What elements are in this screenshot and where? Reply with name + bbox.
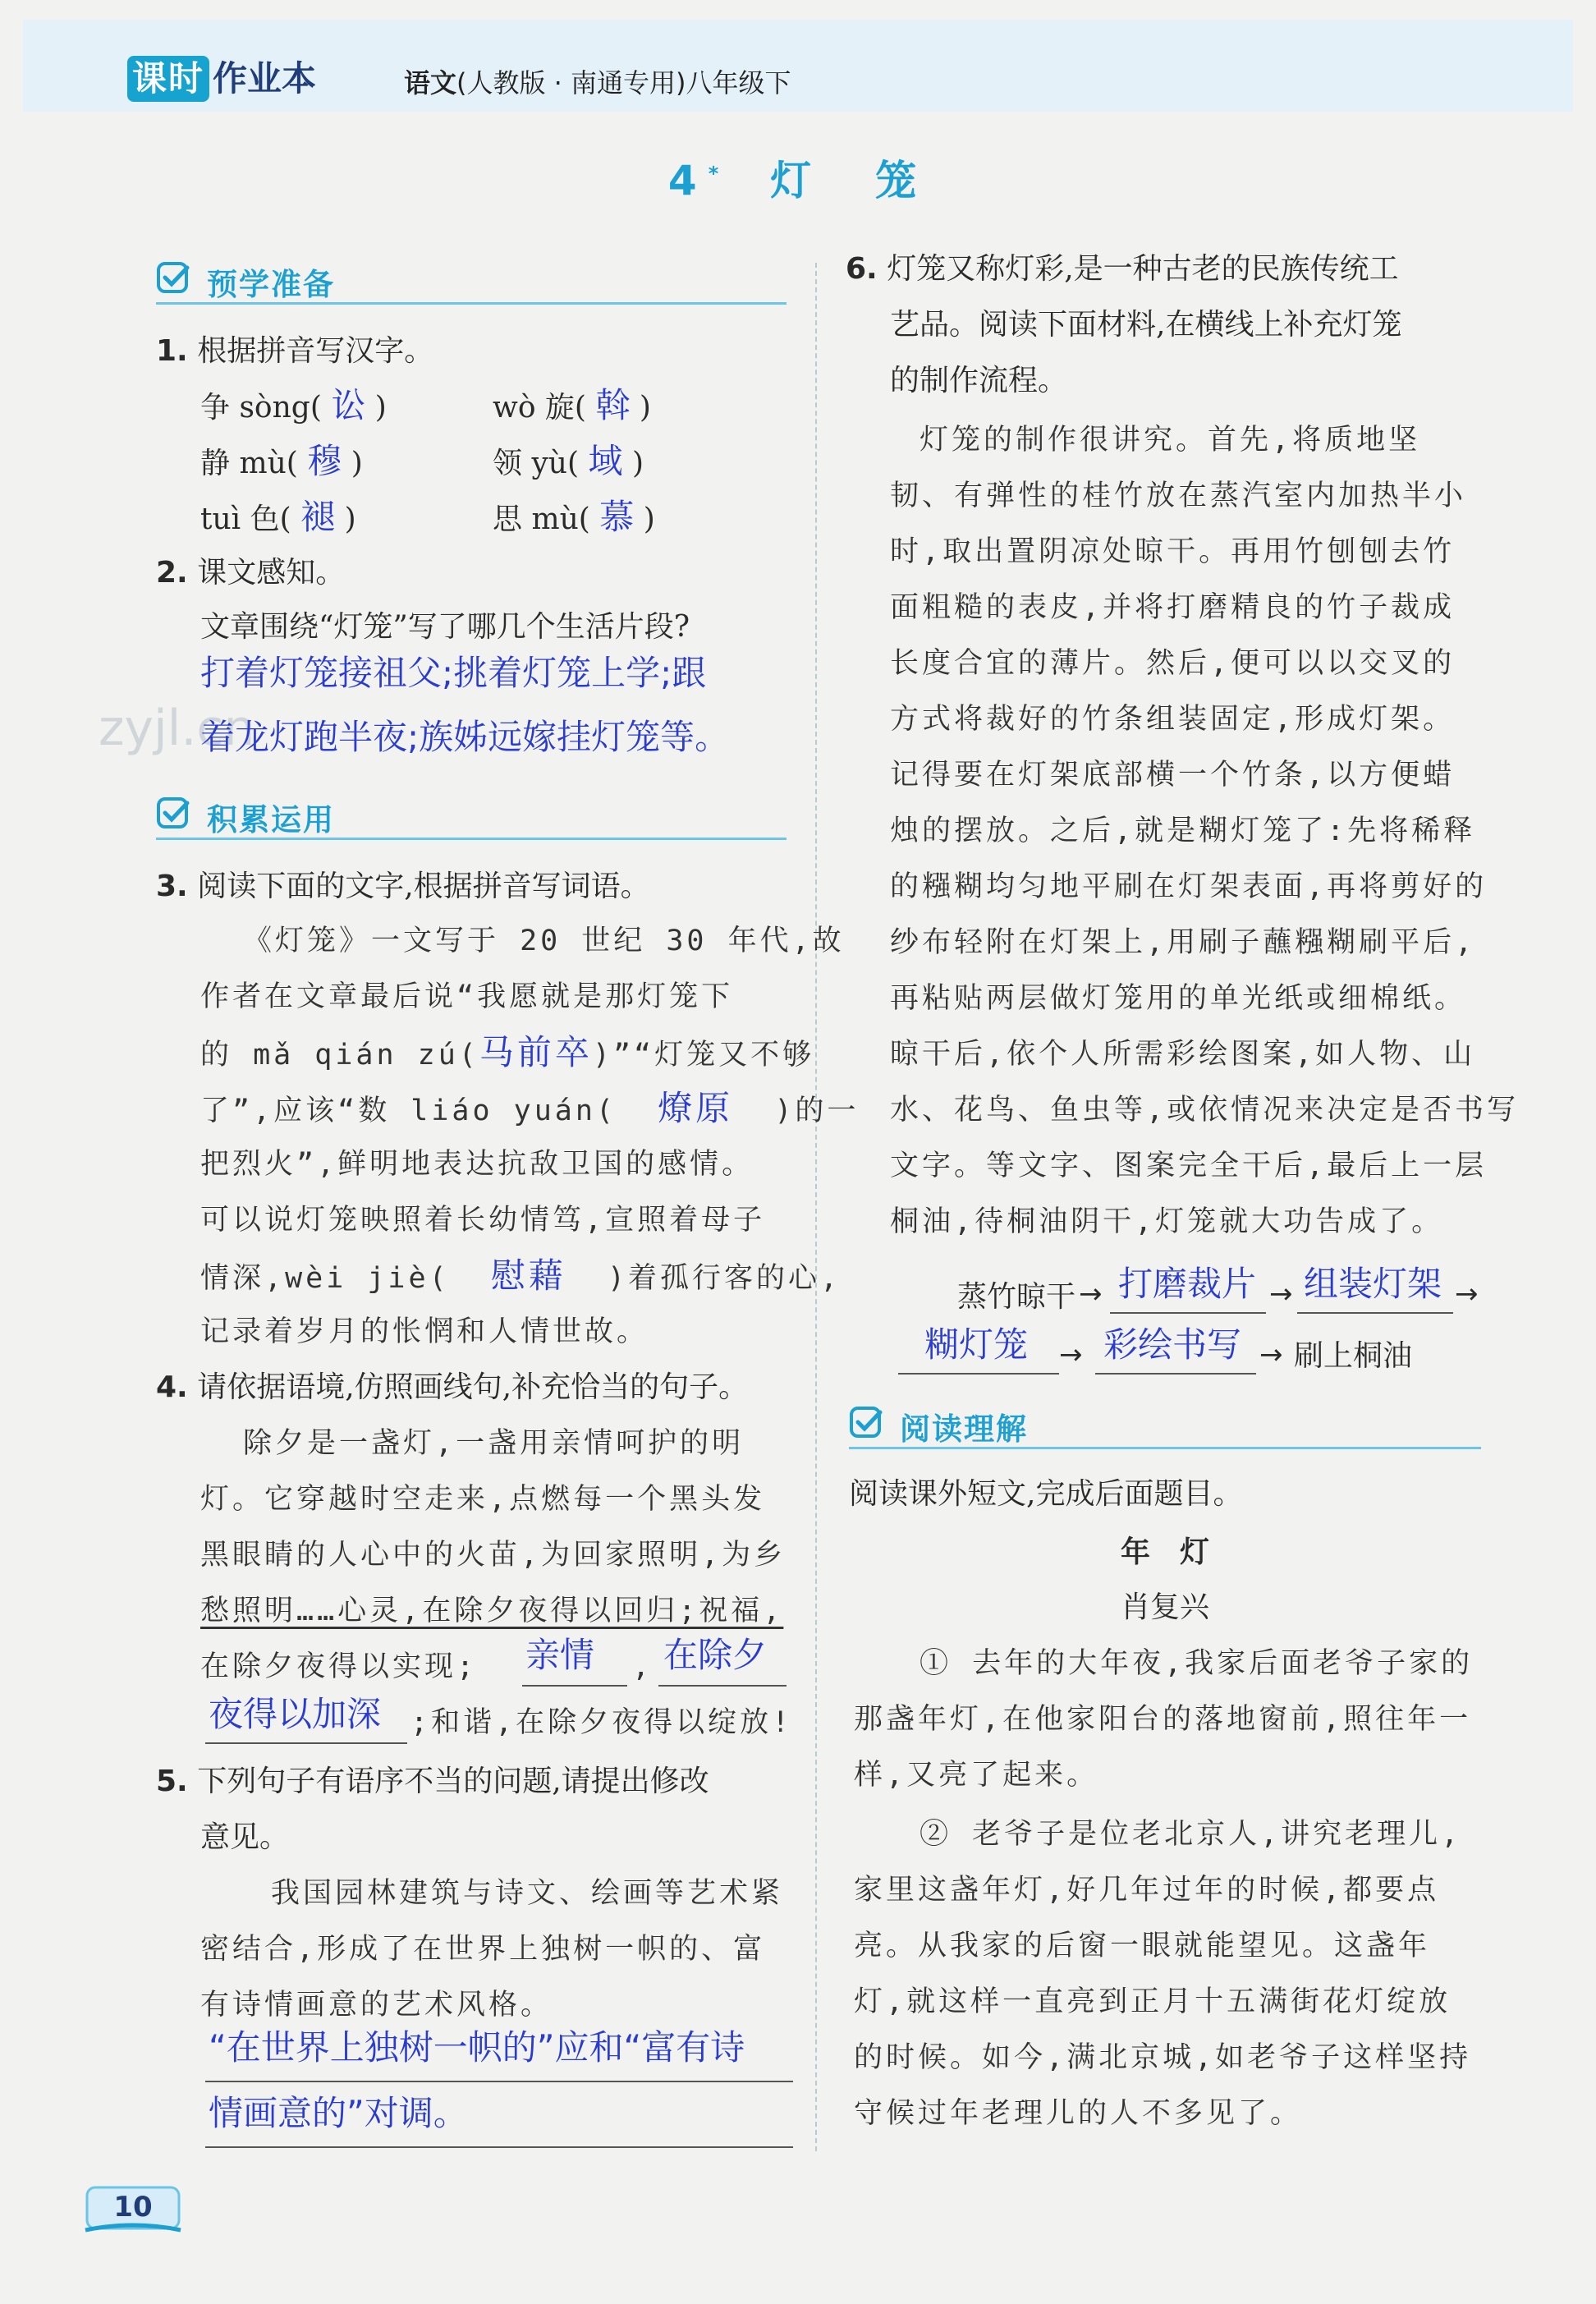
q3-line: 《灯笼》一文写于 20 世纪 30 年代,故 xyxy=(243,925,845,957)
q6-paragraph-line: 时,取出置阴凉处晾干。再用竹刨刨去竹 xyxy=(890,535,1456,568)
page-number: 10 xyxy=(113,2191,153,2224)
q4-line: 在除夕夜得以实现; xyxy=(200,1650,478,1683)
q6-stem-cont: 艺品。阅读下面材料,在横线上补充灯笼 xyxy=(890,308,1402,342)
brand-name: 作业本 xyxy=(213,58,317,99)
q4-line: 除夕是一盏灯,一盏用亲情呵护的明 xyxy=(243,1427,745,1460)
q6-stem xyxy=(846,250,1399,289)
q3-text: 情深,wèi jiè( xyxy=(200,1262,450,1295)
q3-text: )的一 xyxy=(774,1095,860,1127)
answer-text: 穆 xyxy=(307,441,342,481)
q2-answer-line2: 着龙灯跑半夜;族姊远嫁挂灯笼等。 xyxy=(200,717,730,757)
item-suffix: ) xyxy=(639,391,651,425)
article-line: 那盏年灯,在他家阳台的落地窗前,照往年一 xyxy=(854,1703,1472,1736)
q5-answer-line1: “在世界上独树一帜的”应和“富有诗 xyxy=(209,2027,745,2068)
section-reading xyxy=(849,1402,1481,1455)
q1-item xyxy=(493,386,651,428)
flow-answer: 糊灯笼 xyxy=(924,1324,1029,1365)
article-title: 年 灯 xyxy=(1120,1535,1209,1569)
q3-line: 作者在文章最后说“我愿就是那灯笼下 xyxy=(200,980,734,1013)
q6-paragraph-line: 面粗糙的表皮,并将打磨精良的竹子裁成 xyxy=(890,591,1456,624)
column-divider xyxy=(815,263,817,2151)
brand-box: 课时 xyxy=(127,56,209,102)
arrow-icon: → xyxy=(1059,1338,1083,1371)
answer-underline xyxy=(1297,1312,1453,1314)
q1-item xyxy=(200,498,356,539)
subject-bold: 语文 xyxy=(404,67,457,99)
q1-stem xyxy=(156,332,433,371)
section-title: 积累运用 xyxy=(207,802,335,838)
q3-stem xyxy=(156,867,650,906)
item-suffix: ) xyxy=(374,391,387,425)
q1-item xyxy=(200,386,387,428)
q3-line: 把烈火”,鲜明地表达抗敌卫国的感情。 xyxy=(200,1148,754,1181)
section-underline xyxy=(156,838,787,840)
q5-answer-line2: 情画意的”对调。 xyxy=(209,2093,468,2133)
answer-underline xyxy=(205,2146,793,2148)
answer-underline xyxy=(1095,1373,1256,1375)
check-icon xyxy=(849,1406,885,1442)
q4-model-sentence: 愁照明……心灵,在除夕夜得以回归;祝福, xyxy=(200,1595,784,1627)
q4-answer: 亲情 xyxy=(525,1635,595,1675)
lesson-title xyxy=(0,148,1596,207)
q2-number: 2. xyxy=(156,556,188,590)
item-prefix: 争 sòng( xyxy=(200,391,322,425)
flow-answer: 组装灯架 xyxy=(1304,1264,1442,1304)
item-prefix: 领 yù( xyxy=(493,447,580,480)
section-title: 预学准备 xyxy=(207,267,335,302)
article-author: 肖复兴 xyxy=(1120,1590,1209,1624)
q1-number: 1. xyxy=(156,334,188,368)
answer-text: 褪 xyxy=(300,497,336,537)
q1-item xyxy=(200,442,363,484)
q3-number: 3. xyxy=(156,870,188,903)
flow-answer: 彩绘书写 xyxy=(1103,1324,1242,1365)
watermark: zyjl.cn xyxy=(99,700,255,757)
q6-paragraph-line: 水、花鸟、鱼虫等,或依情况来决定是否书写 xyxy=(890,1094,1520,1127)
q6-paragraph-line: 再粘贴两层做灯笼用的单光纸或细棉纸。 xyxy=(890,982,1467,1015)
answer-underline xyxy=(658,1685,787,1687)
q4-number: 4. xyxy=(156,1370,188,1404)
item-suffix: ) xyxy=(344,503,356,536)
q3-line xyxy=(200,1256,841,1298)
q6-paragraph-line: 长度合宜的薄片。然后,便可以以交叉的 xyxy=(890,647,1456,680)
q4-answer: 在除夕 xyxy=(663,1635,768,1675)
arrow-icon: → xyxy=(1269,1278,1293,1310)
flow-answer: 打磨裁片 xyxy=(1118,1264,1257,1304)
brand-logo xyxy=(127,56,316,102)
arrow-icon: → xyxy=(1079,1278,1103,1310)
q6-number: 6. xyxy=(846,252,878,286)
answer-underline xyxy=(1110,1312,1266,1314)
q5-text: 下列句子有语序不当的问题,请提出修改 xyxy=(197,1765,709,1798)
q4-line: 黑眼睛的人心中的火苗,为回家照明,为乡 xyxy=(200,1539,787,1572)
answer-underline xyxy=(898,1373,1059,1375)
q5-line: 我国园林建筑与诗文、绘画等艺术紧 xyxy=(271,1877,784,1910)
q2-text: 课文感知。 xyxy=(197,556,346,590)
reading-intro: 阅读课外短文,完成后面题目。 xyxy=(849,1477,1243,1511)
q1-item xyxy=(493,498,655,539)
article-line: 家里这盏年灯,好几年过年的时候,都要点 xyxy=(854,1874,1440,1907)
q6-paragraph-line: 烛的摆放。之后,就是糊灯笼了:先将稀释 xyxy=(890,815,1476,847)
page-number-badge xyxy=(82,2184,184,2238)
q4-line: 灯。它穿越时空走来,点燃每一个黑头发 xyxy=(200,1483,766,1516)
q1-item xyxy=(493,442,644,484)
q4-line: ;和谐,在除夕夜得以绽放! xyxy=(410,1706,793,1739)
subject-rest: (人教版 · 南通专用)八年级下 xyxy=(456,67,791,99)
check-icon xyxy=(156,261,192,297)
flow-step: 刷上桐油 xyxy=(1294,1339,1413,1373)
q3-text: 的 mǎ qián zú( xyxy=(200,1039,479,1072)
q3-line: 记录着岁月的怅惘和人情世故。 xyxy=(200,1315,649,1348)
item-suffix: ) xyxy=(643,503,655,536)
article-line: 亮。从我家的后窗一眼就能望见。这盏年 xyxy=(854,1930,1431,1962)
answer-text: 讼 xyxy=(331,385,366,425)
article-line: 的时候。如今,满北京城,如老爷子这样坚持 xyxy=(854,2041,1472,2074)
arrow-icon: → xyxy=(1259,1338,1283,1371)
section-title: 阅读理解 xyxy=(900,1411,1028,1447)
article-line: 灯,就这样一直亮到正月十五满街花灯绽放 xyxy=(854,1985,1452,2018)
answer-text: 马前卒 xyxy=(479,1032,593,1072)
q5-line: 有诗情画意的艺术风格。 xyxy=(200,1989,553,2022)
q6-paragraph-line: 桐油,待桐油阴干,灯笼就大功告成了。 xyxy=(890,1205,1444,1238)
q6-paragraph-line: 灯笼的制作很讲究。首先,将质地坚 xyxy=(920,424,1421,457)
subject-label xyxy=(404,62,791,100)
section-prep xyxy=(156,258,787,310)
q3-text: )着孤行客的心, xyxy=(607,1262,842,1295)
item-prefix: tuì 色( xyxy=(200,503,291,536)
lesson-number: 4 xyxy=(667,157,709,204)
q6-paragraph-line: 文字。等文字、图案完全干后,最后上一层 xyxy=(890,1150,1488,1182)
q2-answer-line1: 打着灯笼接祖父;挑着灯笼上学;跟 xyxy=(200,653,707,693)
q6-paragraph-line: 纱布轻附在灯架上,用刷子蘸糨糊刷平后, xyxy=(890,926,1476,959)
q5-stem-cont: 意见。 xyxy=(200,1820,290,1854)
lesson-name: 灯 笼 xyxy=(770,157,929,204)
item-suffix: ) xyxy=(351,447,363,480)
q4-stem xyxy=(156,1368,748,1407)
section-underline xyxy=(156,302,787,305)
q4-comma: , xyxy=(632,1650,654,1683)
item-suffix: ) xyxy=(631,447,644,480)
q3-text: 阅读下面的文字,根据拼音写词语。 xyxy=(197,870,650,903)
q4-text: 请依据语境,仿照画线句,补充恰当的句子。 xyxy=(197,1370,749,1404)
q6-paragraph-line: 方式将裁好的竹条组装固定,形成灯架。 xyxy=(890,703,1456,736)
q6-paragraph-line: 的糨糊均匀地平刷在灯架表面,再将剪好的 xyxy=(890,870,1488,903)
item-prefix: 思 mù( xyxy=(493,503,590,536)
q6-stem-cont: 的制作流程。 xyxy=(890,364,1068,397)
answer-text: 域 xyxy=(588,441,623,481)
q6-paragraph-line: 晾干后,依个人所需彩绘图案,如人物、山 xyxy=(890,1038,1476,1071)
answer-text: 慕 xyxy=(599,497,635,537)
item-prefix: wò 旋( xyxy=(493,391,586,425)
answer-underline xyxy=(205,2081,793,2082)
section-underline xyxy=(849,1447,1481,1449)
q2-question: 文章围绕“灯笼”写了哪几个生活片段? xyxy=(200,610,690,644)
answer-underline xyxy=(205,1742,407,1744)
q5-stem xyxy=(156,1762,709,1801)
answer-text: 燎原 xyxy=(658,1088,734,1128)
answer-text: 慰藉 xyxy=(490,1255,566,1296)
q5-line: 密结合,形成了在世界上独树一帜的、富 xyxy=(200,1933,766,1966)
q6-paragraph-line: 记得要在灯架底部横一个竹条,以方便蜡 xyxy=(890,759,1456,792)
arrow-icon: → xyxy=(1455,1278,1479,1310)
answer-text: 斡 xyxy=(595,385,631,425)
q5-number: 5. xyxy=(156,1765,188,1798)
check-icon xyxy=(156,796,192,833)
q2-stem xyxy=(156,553,345,593)
q1-text: 根据拼音写汉字。 xyxy=(197,334,434,368)
q3-text: )”“灯笼又不够 xyxy=(592,1039,815,1072)
q3-text: 了”,应该“数 liáo yuán( xyxy=(200,1095,617,1127)
article-line: 守候过年老理儿的人不多见了。 xyxy=(854,2097,1303,2130)
q4-answer: 夜得以加深 xyxy=(209,1694,382,1734)
lesson-star: * xyxy=(708,162,719,186)
q6-text: 灯笼又称灯彩,是一种古老的民族传统工 xyxy=(887,252,1399,286)
q6-paragraph-line: 韧、有弹性的桂竹放在蒸汽室内加热半小 xyxy=(890,480,1467,512)
article-line: 样,又亮了起来。 xyxy=(854,1759,1099,1792)
q3-line xyxy=(200,1033,814,1075)
flow-step: 蒸竹晾干 xyxy=(957,1280,1076,1314)
section-practice xyxy=(156,793,787,846)
answer-underline xyxy=(522,1685,627,1687)
article-line: ② 老爷子是位老北京人,讲究老理儿, xyxy=(920,1818,1462,1851)
q3-line: 可以说灯笼映照着长幼情笃,宣照着母子 xyxy=(200,1204,766,1237)
article-line: ① 去年的大年夜,我家后面老爷子家的 xyxy=(920,1647,1474,1680)
item-prefix: 静 mù( xyxy=(200,447,298,480)
q3-line xyxy=(200,1089,859,1131)
